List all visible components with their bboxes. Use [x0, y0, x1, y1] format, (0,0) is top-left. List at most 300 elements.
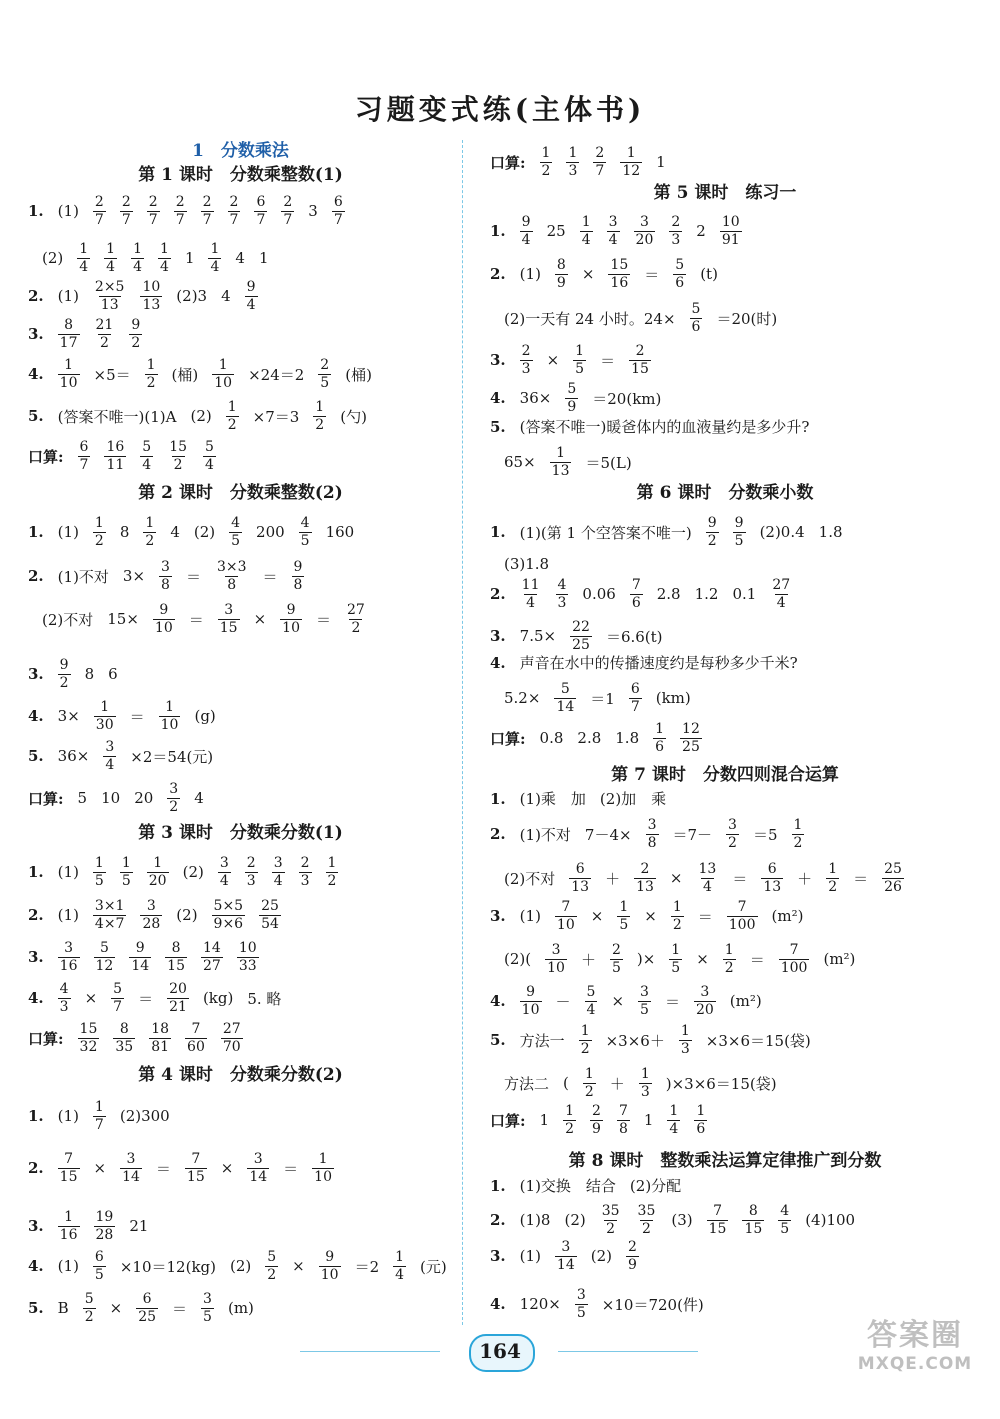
fraction	[318, 358, 331, 390]
answer-text: ＝1	[590, 689, 615, 708]
fraction	[667, 1104, 680, 1136]
numerator: 15	[169, 439, 188, 455]
answer-text: (2)	[182, 863, 204, 882]
answer-text: 10	[101, 789, 121, 808]
answer-text: (2)不对	[42, 610, 94, 629]
fraction	[208, 242, 221, 274]
numerator: 7	[737, 899, 747, 915]
denominator: 8	[227, 576, 237, 593]
answer-text: ＝	[129, 707, 145, 726]
fraction	[93, 1250, 106, 1282]
answer-text: －	[555, 992, 571, 1011]
answer-line	[490, 985, 762, 1017]
fraction	[723, 943, 736, 975]
denominator: 2	[94, 532, 104, 549]
denominator: 8	[618, 1120, 628, 1137]
item-number: 5.	[490, 417, 506, 436]
numerator: 6	[333, 194, 343, 210]
denominator: 32	[79, 1038, 98, 1055]
item-number: 3.	[28, 325, 44, 344]
fraction	[826, 862, 839, 894]
fraction	[203, 440, 216, 472]
answer-text: (km)	[655, 689, 691, 708]
denominator: 11	[106, 456, 125, 473]
numerator: 1	[145, 515, 155, 531]
fraction	[229, 516, 242, 548]
denominator: 81	[151, 1038, 170, 1055]
numerator: 19	[95, 1209, 114, 1225]
item-number: 口算:	[490, 729, 526, 748]
fraction	[742, 1204, 764, 1236]
denominator: 2	[565, 1120, 575, 1137]
answer-line	[504, 862, 904, 894]
answer-line	[490, 1240, 639, 1272]
denominator: 14	[249, 1168, 268, 1185]
denominator: 21	[169, 998, 187, 1015]
numerator: 5	[84, 1291, 94, 1307]
numerator: 9	[526, 984, 536, 1000]
numerator: 2	[521, 343, 531, 359]
answer-text: )×3×6＝15(袋)	[665, 1074, 777, 1093]
numerator: 6	[79, 439, 89, 455]
answer-text: (1)	[519, 265, 541, 284]
fraction	[111, 982, 124, 1014]
denominator: 2	[728, 834, 737, 851]
numerator: 9	[59, 657, 69, 673]
answer-text: 3	[308, 202, 318, 221]
numerator: 3	[64, 940, 74, 956]
answer-text: ＝	[644, 265, 660, 284]
numerator: 14	[202, 940, 221, 956]
answer-line	[42, 603, 367, 635]
numerator: 6	[575, 861, 585, 877]
item-number: 3.	[28, 1217, 44, 1236]
denominator: 14	[122, 1168, 140, 1185]
fraction	[583, 1067, 596, 1099]
numerator: 1	[94, 855, 104, 871]
section-heading: 第 7 课时 分数四则混合运算	[611, 765, 839, 785]
fraction	[94, 1210, 116, 1242]
numerator: 9	[246, 279, 256, 295]
fraction	[94, 318, 116, 350]
fraction	[201, 941, 223, 973]
answer-text: (m²)	[771, 907, 804, 926]
fraction	[726, 818, 739, 850]
numerator: 7	[631, 577, 641, 593]
numerator: 5	[205, 439, 214, 455]
fraction	[607, 215, 620, 247]
fraction	[165, 941, 187, 973]
answer-line	[490, 516, 843, 548]
denominator: 10	[214, 374, 233, 391]
numerator: 5	[586, 984, 596, 1000]
denominator: 30	[95, 716, 114, 733]
numerator: 3	[576, 1287, 586, 1303]
watermark-logo	[840, 1310, 990, 1410]
denominator: 5	[300, 532, 310, 549]
numerator: 1	[64, 1209, 74, 1225]
fraction	[733, 516, 746, 548]
answer-text: (kg)	[202, 989, 234, 1008]
denominator: 7	[79, 456, 89, 473]
denominator: 14	[556, 1256, 575, 1273]
denominator: 4	[160, 258, 169, 275]
item-number: 口算:	[490, 153, 526, 172]
denominator: 2	[145, 532, 155, 549]
numerator: 2	[175, 194, 185, 210]
denominator: 2	[59, 674, 69, 691]
answer-line	[28, 560, 304, 592]
numerator: 7	[713, 1203, 722, 1219]
item-number: 4.	[490, 389, 506, 408]
item-number: 4.	[28, 989, 44, 1008]
fraction	[245, 856, 258, 888]
denominator: 9×6	[213, 915, 244, 932]
fraction	[145, 358, 158, 390]
answer-text: ＝20(时)	[716, 309, 778, 328]
fraction	[600, 1204, 622, 1236]
numerator: 7	[64, 1151, 74, 1167]
denominator: 4	[142, 456, 152, 473]
numerator: 11	[521, 577, 540, 593]
numerator: 4	[231, 515, 241, 531]
fraction	[520, 344, 533, 376]
denominator: 2	[828, 878, 838, 895]
answer-text: (2)不对	[504, 869, 556, 888]
answer-line	[490, 652, 798, 673]
numerator: 3	[608, 214, 618, 230]
fraction	[520, 985, 542, 1017]
answer-text: ×7＝3	[252, 407, 300, 426]
denominator: 28	[142, 915, 161, 932]
denominator: 7	[121, 211, 131, 228]
item-number: 3.	[28, 665, 44, 684]
denominator: 70	[222, 1038, 241, 1055]
answer-text: 5	[77, 789, 88, 808]
fraction	[590, 1104, 603, 1136]
fraction	[580, 215, 593, 247]
numerator: 1	[828, 861, 838, 877]
denominator: 2	[267, 1266, 277, 1283]
fraction	[94, 941, 116, 973]
fraction	[58, 318, 80, 350]
denominator: 7	[175, 211, 185, 228]
fraction	[272, 856, 285, 888]
numerator: 2	[148, 194, 158, 210]
fraction	[779, 943, 810, 975]
section-heading: 第 8 课时 整数乘法运算定律推广到分数	[568, 1151, 882, 1171]
fraction	[113, 1022, 135, 1054]
answer-line	[504, 555, 549, 573]
numerator: 1	[565, 1103, 575, 1119]
answer-text: (2)3	[176, 287, 208, 306]
answer-text: ＝	[732, 869, 748, 888]
numerator: 9	[131, 317, 141, 333]
answer-text: 1.2	[694, 585, 719, 604]
answer-text: (m)	[227, 1299, 254, 1318]
numerator: 2	[300, 855, 310, 871]
denominator: 5	[780, 1220, 790, 1237]
fraction	[245, 280, 258, 312]
denominator: 16	[59, 957, 78, 974]
answer-line	[490, 344, 651, 376]
answer-text: ×3×6＋	[605, 1031, 665, 1050]
page-number: 164	[445, 1334, 555, 1368]
answer-line	[504, 682, 691, 714]
answer-text: 4	[235, 249, 245, 268]
denominator: 2	[707, 532, 717, 549]
denominator: 4	[219, 872, 229, 889]
answer-text: 4	[221, 287, 231, 306]
fraction	[58, 1210, 80, 1242]
item-number: 1.	[28, 202, 44, 221]
answer-line	[28, 516, 354, 548]
answer-line	[28, 856, 338, 888]
denominator: 3	[640, 1083, 650, 1100]
fraction	[792, 818, 805, 850]
answer-text: (勺)	[340, 407, 367, 426]
numerator: 6	[94, 1249, 104, 1265]
fraction	[636, 1204, 658, 1236]
answer-text: 3×	[122, 567, 146, 586]
answer-text: (2)	[229, 1257, 252, 1276]
denominator: 35	[115, 1038, 134, 1055]
numerator: 15	[79, 1021, 98, 1037]
answer-text: ＝5	[752, 825, 778, 844]
fraction	[58, 1152, 80, 1184]
answer-text: ×	[581, 265, 595, 284]
answer-text: (1)不对	[519, 825, 571, 844]
denominator: 3	[680, 1040, 690, 1057]
answer-text: ＝20(km)	[592, 389, 662, 408]
fraction	[104, 440, 126, 472]
answer-text: 0.8	[539, 729, 564, 748]
answer-text: ＝7－	[672, 825, 713, 844]
answer-text: 7.5×	[519, 627, 557, 646]
numerator: 3	[647, 817, 657, 833]
section-heading: 第 6 课时 分数乘小数	[636, 483, 814, 503]
fraction	[93, 899, 127, 931]
answer-text: (2)分配	[629, 1177, 682, 1195]
answer-text: ×	[546, 351, 560, 370]
denominator: 2	[606, 1220, 616, 1237]
answer-text: ＝	[315, 610, 331, 629]
fraction	[694, 1104, 707, 1136]
denominator: 10	[547, 959, 565, 976]
answer-text: (1)	[57, 523, 79, 542]
item-number: 2.	[490, 585, 506, 604]
fraction	[129, 941, 151, 973]
numerator: 2	[283, 194, 293, 210]
section-heading: 第 3 课时 分数乘分数(1)	[138, 823, 343, 843]
answer-text: ＝	[749, 950, 765, 969]
fraction	[620, 146, 642, 178]
numerator: 6	[142, 1291, 152, 1307]
fraction	[58, 982, 71, 1014]
answer-text: 1	[184, 249, 195, 268]
fraction	[265, 1250, 278, 1282]
fraction	[393, 1250, 406, 1282]
fraction	[690, 302, 703, 334]
denominator: 9	[567, 398, 577, 415]
denominator: 6	[691, 318, 701, 335]
answer-text: ＝	[155, 1159, 171, 1178]
answer-text: ×	[696, 950, 709, 969]
numerator: 3	[273, 855, 283, 871]
answer-text: (2)	[564, 1211, 586, 1230]
answer-line	[28, 280, 258, 312]
numerator: 8	[64, 317, 74, 333]
answer-text: ＝	[185, 567, 201, 586]
denominator: 10	[556, 916, 575, 933]
fraction	[707, 1204, 729, 1236]
answer-text: (2)(	[504, 950, 532, 969]
numerator: 2	[229, 194, 239, 210]
answer-line	[504, 302, 777, 334]
fraction	[608, 258, 630, 290]
answer-line	[490, 382, 661, 414]
fraction	[103, 740, 116, 772]
answer-text: 4	[194, 789, 204, 808]
watermark-url: MXQE.COM	[857, 1354, 973, 1374]
fraction	[770, 578, 792, 610]
item-number: 4.	[28, 365, 44, 384]
denominator: 2	[724, 959, 734, 976]
fraction	[669, 215, 682, 247]
denominator: 25	[138, 1308, 157, 1325]
numerator: 7	[561, 899, 571, 915]
answer-text: B	[57, 1299, 69, 1318]
answer-text: (元)	[420, 1257, 447, 1276]
section-heading: 第 5 课时 练习一	[653, 183, 797, 203]
fraction	[153, 603, 175, 635]
numerator: 18	[151, 1021, 170, 1037]
denominator: 15	[186, 1168, 205, 1185]
numerator: 1	[556, 445, 566, 461]
answer-text: ×	[590, 907, 604, 926]
section-heading: 第 1 课时 分数乘整数(1)	[138, 165, 343, 185]
answer-text: 120×	[519, 1295, 561, 1314]
denominator: 4	[776, 594, 786, 611]
answer-text: (3)	[671, 1211, 693, 1230]
numerator: 2	[628, 1239, 637, 1255]
numerator: 10	[721, 214, 740, 230]
numerator: 1	[619, 899, 629, 915]
denominator: 4	[526, 594, 536, 611]
denominator: 6	[631, 594, 641, 611]
denominator: 8	[161, 576, 170, 593]
answer-line	[504, 446, 632, 478]
fraction	[185, 1152, 207, 1184]
item-number: 5.	[28, 1299, 44, 1318]
numerator: 27	[347, 602, 365, 618]
numerator: 2	[320, 357, 330, 373]
numerator: 3	[161, 559, 170, 575]
denominator: 13	[636, 878, 654, 895]
numerator: 4	[300, 515, 310, 531]
answer-text: 0.1	[732, 585, 757, 604]
fraction	[673, 258, 686, 290]
item-number: 5.	[28, 747, 44, 766]
numerator: 1	[669, 1103, 679, 1119]
fraction	[292, 560, 305, 592]
denominator: 4	[702, 878, 712, 895]
item-number: 2.	[28, 287, 44, 306]
answer-text: ×	[84, 989, 98, 1008]
answer-text: ＋	[797, 869, 813, 888]
answer-text: (1)	[57, 287, 79, 306]
answer-text: ×10＝12(kg)	[119, 1257, 216, 1276]
answer-line	[490, 788, 666, 809]
denominator: 7	[148, 211, 158, 228]
answer-text: 1.8	[615, 729, 640, 748]
fraction	[882, 862, 904, 894]
denominator: 7	[256, 211, 266, 228]
numerator: 1	[640, 1066, 650, 1082]
numerator: 9	[325, 1249, 335, 1265]
numerator: 8	[171, 940, 181, 956]
denominator: 27	[202, 957, 221, 974]
numerator: 16	[106, 439, 125, 455]
numerator: 1	[793, 817, 803, 833]
item-number: 1.	[490, 222, 506, 241]
item-number: 2.	[28, 567, 44, 586]
numerator: 27	[772, 577, 791, 593]
item-number: 1.	[490, 523, 506, 542]
fraction	[93, 280, 127, 312]
fraction	[93, 516, 106, 548]
answer-line	[28, 740, 213, 772]
numerator: 7	[191, 1021, 201, 1037]
fraction	[520, 578, 542, 610]
denominator: 2	[793, 834, 803, 851]
denominator: 25	[572, 636, 590, 653]
answer-text: 1	[643, 1111, 654, 1130]
answer-text: (2)0.4	[759, 523, 805, 542]
numerator: 2	[611, 942, 621, 958]
fraction	[593, 146, 606, 178]
denominator: 2	[351, 619, 361, 636]
fraction	[313, 400, 326, 432]
fraction	[550, 446, 572, 478]
answer-line	[28, 658, 118, 690]
answer-text: ×	[292, 1257, 305, 1276]
numerator: 3	[219, 855, 229, 871]
answer-line	[490, 1024, 811, 1056]
numerator: 1	[580, 1023, 590, 1039]
denominator: 5	[576, 1304, 586, 1321]
answer-text: (2)	[590, 1247, 612, 1266]
numerator: 7	[191, 1151, 201, 1167]
denominator: 9	[556, 274, 566, 291]
answer-line	[490, 1204, 855, 1236]
numerator: 1	[575, 343, 585, 359]
fraction	[566, 146, 579, 178]
numerator: 1	[218, 357, 228, 373]
numerator: 4	[59, 981, 69, 997]
numerator: 25	[261, 898, 279, 914]
answer-text: (4)100	[805, 1211, 856, 1230]
answer-text: ×	[669, 869, 683, 888]
fraction	[565, 382, 578, 414]
numerator: 6	[630, 681, 640, 697]
answer-text: (桶)	[345, 365, 372, 384]
numerator: 8	[556, 257, 566, 273]
numerator: 10	[142, 279, 161, 295]
fraction	[93, 856, 106, 888]
answer-line	[28, 782, 204, 814]
item-number: 2.	[490, 1211, 506, 1230]
